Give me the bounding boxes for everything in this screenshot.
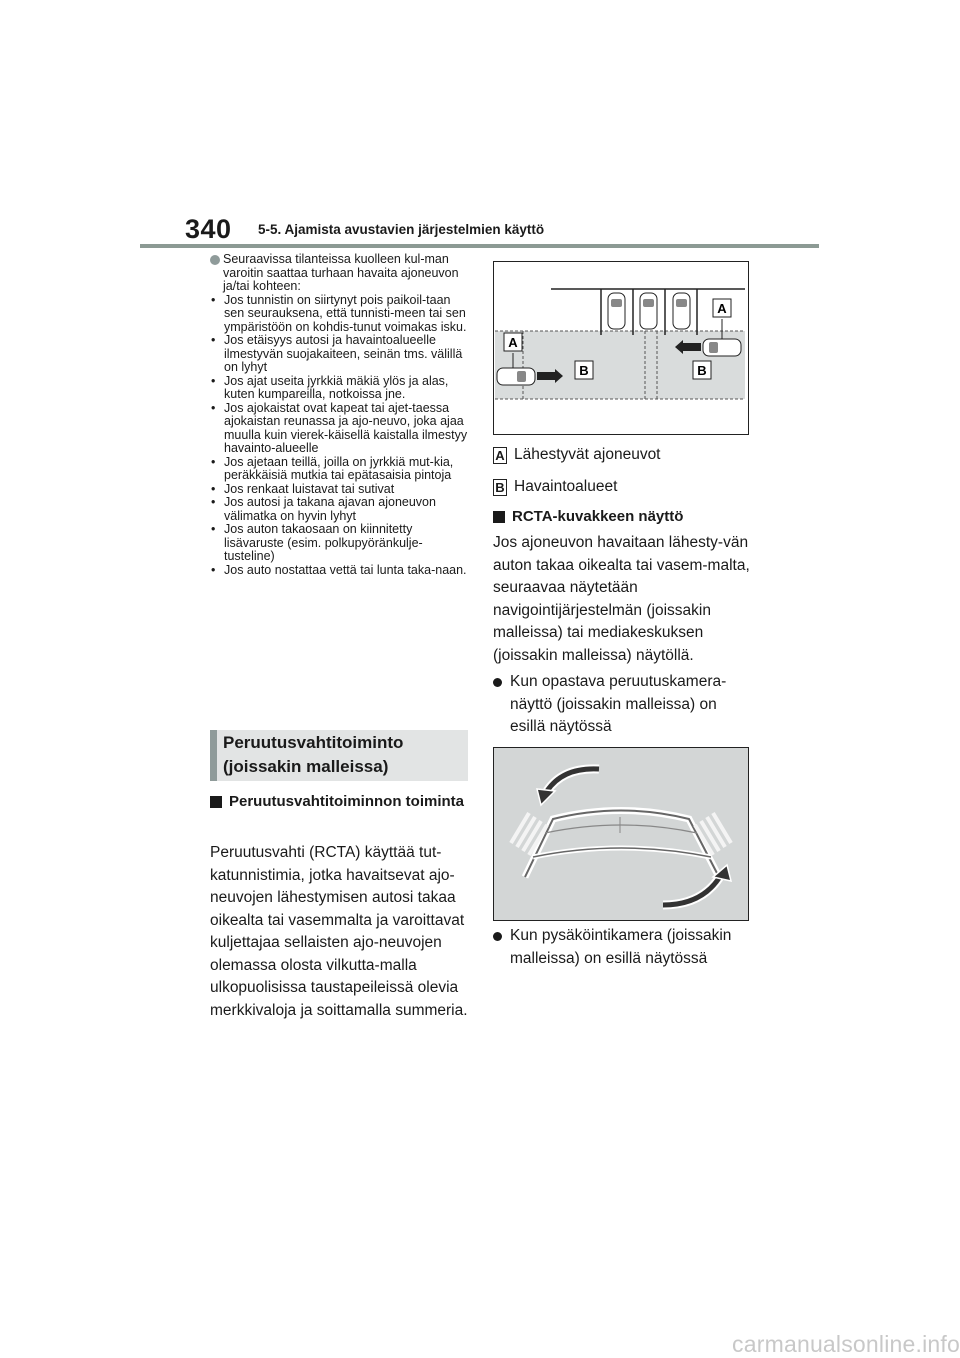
header-rule <box>140 244 819 248</box>
parked-car-icon <box>673 293 690 329</box>
list-item: • Jos ajetaan teillä, joilla on jyrkkiä mut-kia, peräkkäisiä mutkia tai epätasaisia pintoja <box>211 454 454 482</box>
intro-bullet <box>210 253 472 294</box>
square-bullet-icon <box>210 796 222 808</box>
bullet-icon: • <box>211 454 216 469</box>
bullet-icon <box>493 932 502 941</box>
list-item: • Jos auton takaosaan on kiinnitetty lisävaruste (esim. polkupyöränkulje-tusteline) <box>211 522 423 563</box>
list-item: • Jos tunnistin on siirtynyt pois paikoil-taan sen seurauksena, että tunnisti-meen tai sen ympäristöön on kohdis-tunut voimakas isku. <box>211 292 467 334</box>
bullet-rear-view-camera: Kun opastava peruutuskamera-näyttö (joissakin malleissa) on esillä näytössä <box>493 671 755 739</box>
parked-car-icon <box>640 293 657 329</box>
parked-car-icon <box>608 293 625 329</box>
list-item: • Jos ajat useita jyrkkiä mäkiä ylös ja alas, kuten kumpareilla, notkoissa jne. <box>211 373 449 401</box>
intro-text: Seuraavissa tilanteissa kuolleen kul-man varoitin saattaa turhaan havaita ajoneuvon ja/tai kohteen: <box>223 252 459 293</box>
bullet-icon: • <box>211 400 216 415</box>
bullet-icon: • <box>211 481 216 496</box>
bullet-icon: • <box>211 562 216 577</box>
list-item: • Jos etäisyys autosi ja havaintoalueelle ilmestyvän suojakaiteen, seinän tms. välillä on lyhyt <box>211 333 463 374</box>
circle-bullet-icon <box>210 255 220 265</box>
legend-text: Havaintoalueet <box>514 478 618 495</box>
list-item: • Jos renkaat luistavat tai sutivat <box>211 481 395 496</box>
bullet-icon: • <box>211 495 216 509</box>
bullet-icon <box>493 678 502 687</box>
page-number: 340 <box>185 214 232 244</box>
label-a-right: A <box>717 301 727 316</box>
false-detection-list <box>210 253 472 577</box>
legend-item-b <box>493 478 617 496</box>
legend-key: A <box>493 447 507 464</box>
detection-area-figure <box>493 261 749 435</box>
label-b-right: B <box>697 363 707 378</box>
label-a-left: A <box>508 335 518 350</box>
watermark: carmanualsonline.info <box>732 1331 960 1357</box>
feature-title: Peruutusvahtitoiminto (joissakin malleissa) <box>223 733 404 776</box>
square-bullet-icon <box>493 511 505 523</box>
label-b-left: B <box>579 363 589 378</box>
section-title: 5-5. Ajamista avustavien järjestelmien käyttö <box>258 222 545 237</box>
legend-key: B <box>493 479 507 496</box>
list-item: • Jos auto nostattaa vettä tai lunta taka-naan. <box>211 562 467 577</box>
list-item: • Jos ajokaistat ovat kapeat tai ajet-taessa ajokaistan reunassa ja ajo-neuvo, joka ajaa muulla kuin vierek-käisellä kaistalla ilmestyy havainto-alueelle <box>211 400 468 455</box>
subheading-rcta-operation: Peruutusvahtitoiminnon toiminta <box>210 790 470 814</box>
rcta-icon-description: Jos ajoneuvon havaitaan lähesty-vän auton takaa oikealta tai vasem-malta, seuraavaa näytetään navigointijärjestelmän (joissakin malleissa) tai mediakeskuksen (joissakin malleissa) näytöllä. <box>493 534 750 664</box>
bullet-icon: • <box>211 373 216 388</box>
bullet-icon: • <box>211 292 216 307</box>
legend-item-a <box>493 446 661 464</box>
rcta-description: Peruutusvahti (RCTA) käyttää tut-katunnistimia, jotka havaitsevat ajo-neuvojen lähestymisen autosi takaa oikealta tai vasemmalta ja varoittavat kuljettajaa sellaisten ajo-neuvojen olemassa olosta vilkutta-malla ulkopuolisissa taustapeileissä olevia merkkivaloja ja soittamalla summeria. <box>210 844 468 1019</box>
bullet-icon: • <box>211 333 216 347</box>
rear-camera-screen-figure <box>493 747 749 921</box>
list-item: • Jos autosi ja takana ajavan ajoneuvon välimatka on hyvin lyhyt <box>211 495 436 523</box>
bullet-icon: • <box>211 522 216 536</box>
bullet-parking-camera: Kun pysäköintikamera (joissakin malleissa) on esillä näytössä <box>493 925 755 970</box>
subheading-rcta-icon: RCTA-kuvakkeen näyttö <box>493 505 753 529</box>
legend-text: Lähestyvät ajoneuvot <box>514 446 661 463</box>
